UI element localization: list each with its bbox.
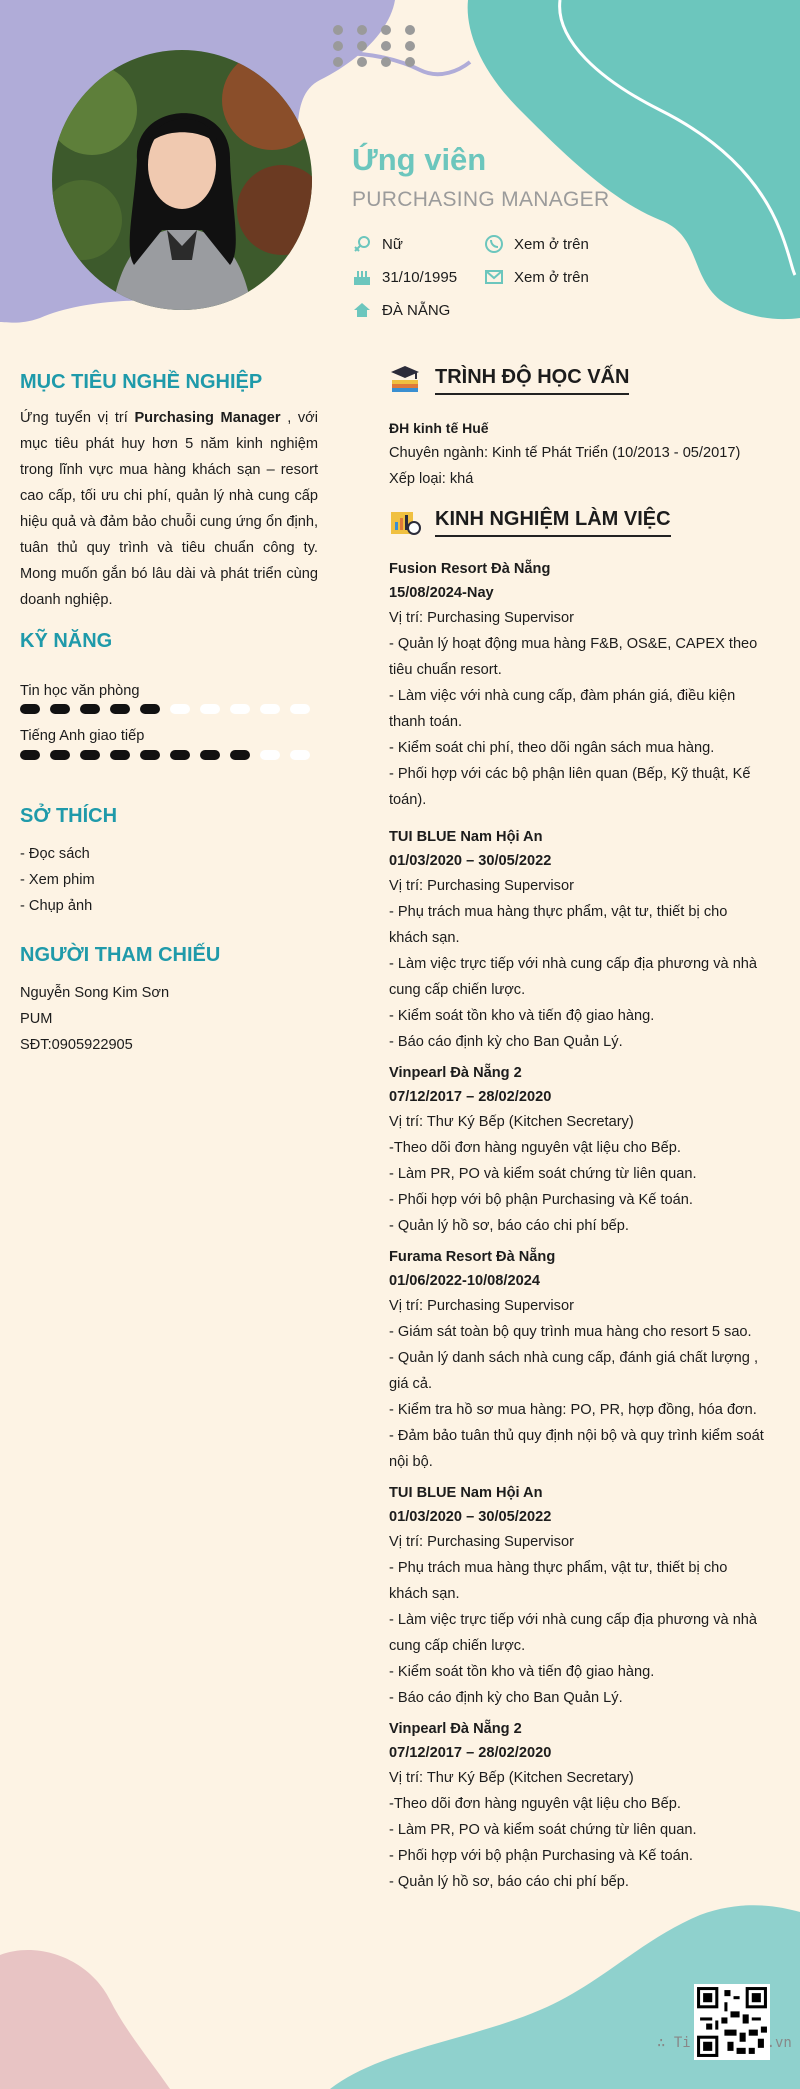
skill-dash-filled (80, 750, 100, 760)
reference-phone: SĐT:0905922905 (20, 1037, 133, 1053)
job-line: - Làm việc trực tiếp với nhà cung cấp địa phương và nhà cung cấp chiến lược. (389, 956, 758, 998)
education-major: Chuyên ngành: Kinh tế Phát Triển (10/2013 - 05/2017) (389, 445, 741, 461)
job-line: Vị trí: Purchasing Supervisor (389, 878, 574, 894)
job-line: - Phụ trách mua hàng thực phẩm, vật tư, thiết bị cho khách sạn. (389, 904, 728, 946)
objective-text-bold: Purchasing Manager (134, 410, 281, 426)
reference-name: Nguyễn Song Kim Sơn (20, 985, 170, 1001)
job-item (389, 825, 769, 1055)
email-icon (484, 267, 504, 287)
job-list (389, 557, 769, 1895)
job-date: 01/03/2020 – 30/05/2022 (389, 853, 552, 869)
job-line: - Báo cáo định kỳ cho Ban Quản Lý. (389, 1034, 623, 1050)
job-line: -Theo dõi đơn hàng nguyên vật liệu cho Bếp. (389, 1796, 681, 1812)
job-line: - Quản lý hoạt động mua hàng F&B, OS&E, CAPEX theo tiêu chuẩn resort. (389, 636, 758, 678)
job-line: - Kiểm soát tồn kho và tiến độ giao hàng. (389, 1664, 655, 1680)
job-line: Vị trí: Thư Ký Bếp (Kitchen Secretary) (389, 1114, 634, 1130)
job-line: - Làm PR, PO và kiểm soát chứng từ liên quan. (389, 1166, 697, 1182)
dob-value: 31/10/1995 (382, 268, 458, 286)
education-block (389, 416, 769, 492)
phone-icon (484, 234, 504, 254)
job-company: Vinpearl Đà Nẵng 2 (389, 1065, 522, 1081)
skill-dash-filled (200, 750, 220, 760)
location-value: ĐÀ NẴNG (382, 301, 451, 319)
skill-bar-1 (20, 704, 318, 714)
job-date: 15/08/2024-Nay (389, 585, 494, 601)
info-gender (352, 234, 403, 254)
info-location (352, 300, 450, 320)
info-contact-2 (484, 267, 589, 287)
job-date: 07/12/2017 – 28/02/2020 (389, 1089, 552, 1105)
skill-dash-filled (140, 750, 160, 760)
job-item (389, 1481, 769, 1711)
skills-title: KỸ NĂNG (20, 630, 113, 652)
skill-dash-empty (260, 704, 280, 714)
skill-dash-filled (140, 704, 160, 714)
job-date: 01/06/2022-10/08/2024 (389, 1273, 540, 1289)
job-line: - Quản lý hồ sơ, báo cáo chi phí bếp. (389, 1874, 629, 1890)
education-grade: Xếp loại: khá (389, 471, 474, 487)
hobby-item: - Đọc sách (20, 846, 90, 862)
contact-1-value: Xem ở trên (514, 235, 589, 253)
hobbies-list (20, 841, 95, 919)
skill-dash-filled (20, 750, 40, 760)
hobbies-title: SỞ THÍCH (20, 805, 118, 827)
hobby-item: - Chụp ảnh (20, 898, 93, 914)
job-line: - Phối hợp với bộ phận Purchasing và Kế toán. (389, 1848, 693, 1864)
skill-dash-filled (20, 704, 40, 714)
job-company: Fusion Resort Đà Nẵng (389, 561, 551, 577)
education-school: ĐH kinh tế Huế (389, 420, 489, 436)
skill-label-2: Tiếng Anh giao tiếp (20, 728, 145, 744)
graduation-cap-icon (389, 364, 421, 396)
hobby-item: - Xem phim (20, 872, 95, 888)
job-line: Vị trí: Thư Ký Bếp (Kitchen Secretary) (389, 1770, 634, 1786)
job-company: Vinpearl Đà Nẵng 2 (389, 1721, 522, 1737)
job-line: - Quản lý hồ sơ, báo cáo chi phí bếp. (389, 1218, 629, 1234)
education-title: TRÌNH ĐỘ HỌC VẤN (435, 366, 629, 395)
skill-dash-filled (50, 750, 70, 760)
job-line: - Giám sát toàn bộ quy trình mua hàng cho resort 5 sao. (389, 1324, 752, 1340)
contact-2-value: Xem ở trên (514, 268, 589, 286)
job-company: TUI BLUE Nam Hội An (389, 1485, 543, 1501)
info-contact-1 (484, 234, 589, 254)
skill-dash-empty (230, 704, 250, 714)
gender-value: Nữ (382, 235, 403, 253)
job-line: Vị trí: Purchasing Supervisor (389, 610, 574, 626)
job-line: - Phụ trách mua hàng thực phẩm, vật tư, thiết bị cho khách sạn. (389, 1560, 728, 1602)
job-line: - Kiểm tra hồ sơ mua hàng: PO, PR, hợp đồng, hóa đơn. (389, 1402, 757, 1418)
skill-dash-filled (80, 704, 100, 714)
skill-dash-empty (170, 704, 190, 714)
home-icon (352, 300, 372, 320)
job-item (389, 1245, 769, 1475)
job-line: -Theo dõi đơn hàng nguyên vật liệu cho Bếp. (389, 1140, 681, 1156)
reference-block (20, 980, 169, 1058)
job-company: TUI BLUE Nam Hội An (389, 829, 543, 845)
skill-dash-filled (110, 750, 130, 760)
experience-title: KINH NGHIỆM LÀM VIỆC (435, 508, 671, 537)
briefcase-chart-icon (389, 506, 421, 538)
skill-dash-empty (290, 750, 310, 760)
birthday-cake-icon (352, 267, 372, 287)
skill-dash-empty (290, 704, 310, 714)
job-line: - Phối hợp với bộ phận Purchasing và Kế toán. (389, 1192, 693, 1208)
job-company: Furama Resort Đà Nẵng (389, 1249, 556, 1265)
experience-header (389, 506, 671, 538)
job-date: 01/03/2020 – 30/05/2022 (389, 1509, 552, 1525)
skill-dash-empty (200, 704, 220, 714)
objective-text (20, 405, 318, 613)
info-dob (352, 267, 457, 287)
job-line: - Làm việc với nhà cung cấp, đàm phán giá, điều kiện thanh toán. (389, 688, 736, 730)
watermark-text: ∴ Ti .vn (657, 2035, 792, 2051)
avatar (52, 50, 312, 310)
reference-role: PUM (20, 1011, 53, 1027)
job-item (389, 1061, 769, 1239)
skill-bar-2 (20, 750, 318, 760)
job-item (389, 557, 769, 813)
objective-text-before: Ứng tuyển vị trí (20, 410, 135, 426)
job-line: - Kiểm soát tồn kho và tiến độ giao hàng. (389, 1008, 655, 1024)
job-item (389, 1717, 769, 1895)
job-line: - Quản lý danh sách nhà cung cấp, đánh giá chất lượng , giá cả. (389, 1350, 759, 1392)
candidate-name: Ứng viên (352, 142, 487, 177)
job-date: 07/12/2017 – 28/02/2020 (389, 1745, 552, 1761)
job-line: - Làm PR, PO và kiểm soát chứng từ liên quan. (389, 1822, 697, 1838)
skill-dash-empty (260, 750, 280, 760)
job-line: - Kiểm soát chi phí, theo dõi ngân sách mua hàng. (389, 740, 715, 756)
skill-dash-filled (50, 704, 70, 714)
avatar-photo (52, 50, 312, 310)
skill-dash-filled (230, 750, 250, 760)
education-header (389, 364, 629, 396)
objective-text-after: , với mục tiêu phát huy hơn 5 năm kinh nghiệm trong lĩnh vực mua hàng khách sạn – resort cao cấp, tối ưu chi phí, quản lý nhà cung cấp hiệu quả và đảm bảo chuỗi cung ứng ổn định, tuân thủ quy trình và tiêu chuẩn công ty. Mong muốn gắn bó lâu dài và phát triển cùng doanh nghiệp. (20, 410, 318, 608)
job-line: Vị trí: Purchasing Supervisor (389, 1298, 574, 1314)
job-line: - Đảm bảo tuân thủ quy định nội bộ và quy trình kiểm soát nội bộ. (389, 1428, 764, 1470)
reference-title: NGƯỜI THAM CHIẾU (20, 944, 221, 966)
job-line: - Báo cáo định kỳ cho Ban Quản Lý. (389, 1690, 623, 1706)
skill-label-1: Tin học văn phòng (20, 683, 140, 699)
skill-dash-filled (110, 704, 130, 714)
job-line: - Phối hợp với các bộ phận liên quan (Bếp, Kỹ thuật, Kế toán). (389, 766, 751, 808)
objective-title: MỤC TIÊU NGHỀ NGHIỆP (20, 371, 263, 393)
skill-dash-filled (170, 750, 190, 760)
job-line: Vị trí: Purchasing Supervisor (389, 1534, 574, 1550)
candidate-position: PURCHASING MANAGER (352, 188, 610, 211)
bottom-pink-blob (0, 1950, 170, 2089)
gender-icon (352, 234, 372, 254)
job-line: - Làm việc trực tiếp với nhà cung cấp địa phương và nhà cung cấp chiến lược. (389, 1612, 758, 1654)
